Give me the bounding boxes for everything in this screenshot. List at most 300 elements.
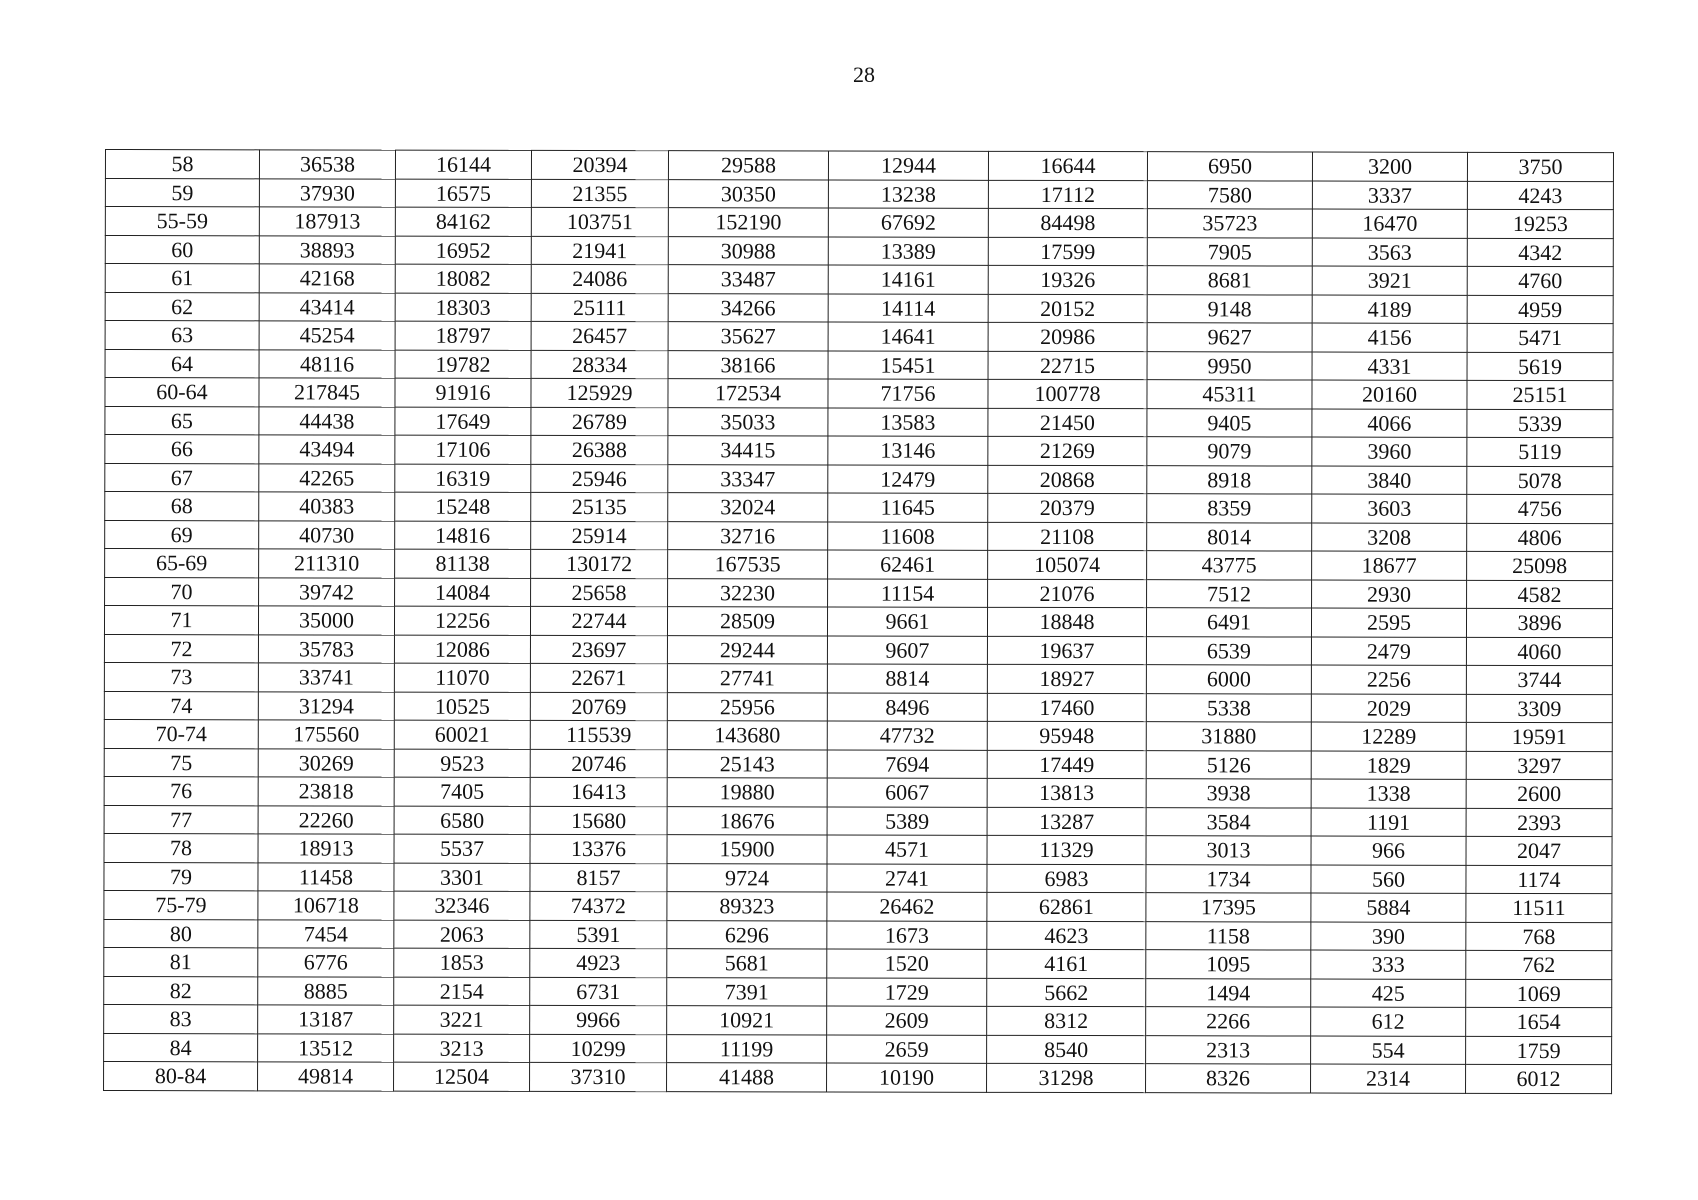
value-cell: 22715 [988,351,1147,380]
table-row [105,349,1613,381]
value-cell: 9950 [1147,351,1312,380]
value-cell: 1853 [394,948,530,977]
value-cell: 24086 [531,264,668,293]
table-row [104,634,1612,666]
table-row [105,178,1613,210]
value-cell: 23697 [530,635,667,664]
value-cell: 5078 [1467,466,1613,495]
value-cell: 8014 [1147,522,1312,551]
value-cell: 27741 [667,664,827,693]
value-cell: 60021 [394,720,530,749]
value-cell: 10525 [394,692,530,721]
value-cell: 39742 [259,577,395,606]
value-cell: 8885 [258,976,394,1005]
value-cell: 5662 [987,978,1146,1007]
value-cell: 103751 [531,207,668,236]
value-cell: 115539 [530,720,667,749]
value-cell: 4582 [1467,580,1613,609]
value-cell: 8312 [987,1006,1146,1035]
age-cell: 80 [104,919,258,948]
value-cell: 34266 [668,293,828,322]
value-cell: 41488 [667,1063,827,1092]
value-cell: 20152 [988,294,1147,323]
value-cell: 19782 [395,350,531,379]
value-cell: 45254 [259,321,395,350]
value-cell: 5126 [1146,750,1311,779]
value-cell: 74372 [530,891,667,920]
value-cell: 35033 [668,407,828,436]
value-cell: 10299 [530,1034,667,1063]
value-cell: 25658 [531,578,668,607]
value-cell: 2595 [1311,608,1466,637]
value-cell: 20379 [988,493,1147,522]
table-row [105,292,1613,324]
value-cell: 22260 [258,805,394,834]
value-cell: 37310 [530,1062,667,1091]
value-cell: 8540 [987,1035,1146,1064]
value-cell: 15451 [828,351,988,380]
value-cell: 25135 [531,492,668,521]
table-row [105,435,1613,467]
value-cell: 4156 [1312,323,1467,352]
table-row [105,406,1613,438]
value-cell: 9523 [394,749,530,778]
value-cell: 25956 [667,692,827,721]
value-cell: 35783 [258,634,394,663]
value-cell: 48116 [259,349,395,378]
value-cell: 13583 [828,408,988,437]
value-cell: 43414 [259,292,395,321]
value-cell: 4806 [1467,523,1613,552]
value-cell: 35723 [1147,209,1312,238]
value-cell: 4060 [1466,637,1612,666]
age-cell: 60 [105,235,259,264]
value-cell: 14816 [395,521,531,550]
value-cell: 6776 [258,948,394,977]
value-cell: 84498 [988,208,1147,237]
value-cell: 187913 [259,207,395,236]
value-cell: 13238 [828,180,988,209]
table-row [104,606,1612,638]
value-cell: 34415 [668,436,828,465]
value-cell: 13512 [258,1033,394,1062]
value-cell: 4760 [1467,266,1613,295]
age-cell: 76 [104,776,258,805]
age-cell: 79 [104,862,258,891]
value-cell: 38166 [668,350,828,379]
age-cell: 59 [105,178,259,207]
value-cell: 43494 [259,435,395,464]
value-cell: 71756 [828,379,988,408]
value-cell: 17460 [987,693,1146,722]
table-row [104,776,1612,808]
value-cell: 13813 [987,778,1146,807]
value-cell: 211310 [259,549,395,578]
table-row [105,577,1613,609]
age-cell: 61 [105,264,259,293]
value-cell: 23818 [258,777,394,806]
value-cell: 3301 [394,863,530,892]
value-cell: 13376 [530,834,667,863]
value-cell: 91916 [395,378,531,407]
value-cell: 9607 [827,636,987,665]
value-cell: 31880 [1146,722,1311,751]
value-cell: 2256 [1311,665,1466,694]
value-cell: 15248 [395,492,531,521]
value-cell: 2314 [1311,1064,1466,1093]
value-cell: 18848 [987,607,1146,636]
value-cell: 13187 [258,1005,394,1034]
age-cell: 55-59 [105,207,259,236]
value-cell: 9148 [1147,294,1312,323]
value-cell: 4342 [1467,238,1613,267]
value-cell: 1174 [1466,865,1612,894]
value-cell: 42168 [259,264,395,293]
value-cell: 1520 [827,949,987,978]
value-cell: 26789 [531,407,668,436]
value-cell: 2313 [1146,1035,1311,1064]
table-row [104,805,1612,837]
value-cell: 6580 [394,806,530,835]
value-cell: 3213 [394,1034,530,1063]
value-cell: 11070 [394,663,530,692]
value-cell: 33741 [258,663,394,692]
value-cell: 3603 [1312,494,1467,523]
value-cell: 9661 [827,607,987,636]
value-cell: 19880 [667,778,827,807]
table-row [105,321,1613,353]
value-cell: 10190 [827,1063,987,1092]
age-cell: 66 [105,435,259,464]
value-cell: 47732 [827,721,987,750]
value-cell: 22671 [530,663,667,692]
value-cell: 31294 [258,691,394,720]
value-cell: 14084 [395,578,531,607]
value-cell: 17449 [987,750,1146,779]
value-cell: 1654 [1466,1007,1612,1036]
value-cell: 4959 [1467,295,1613,324]
value-cell: 612 [1311,1007,1466,1036]
value-cell: 16470 [1312,209,1467,238]
value-cell: 11154 [828,579,988,608]
value-cell: 32024 [668,493,828,522]
value-cell: 9966 [530,1005,667,1034]
value-cell: 30269 [258,748,394,777]
value-cell: 13389 [828,237,988,266]
table-row [104,719,1612,751]
value-cell: 21108 [988,522,1147,551]
value-cell: 2154 [394,977,530,1006]
value-cell: 5119 [1467,437,1613,466]
value-cell: 2479 [1311,637,1466,666]
value-cell: 9724 [667,863,827,892]
value-cell: 1095 [1146,950,1311,979]
table-row [104,862,1612,894]
value-cell: 11199 [667,1034,827,1063]
value-cell: 7905 [1147,237,1312,266]
value-cell: 4331 [1312,352,1467,381]
value-cell: 42265 [259,463,395,492]
value-cell: 12086 [394,635,530,664]
value-cell: 9627 [1147,323,1312,352]
value-cell: 31298 [987,1063,1146,1092]
table-row [105,378,1613,410]
value-cell: 1191 [1311,808,1466,837]
value-cell: 1734 [1146,864,1311,893]
age-cell: 65-69 [105,549,259,578]
table-row [104,890,1612,922]
table-row [105,492,1613,524]
value-cell: 768 [1466,922,1612,951]
value-cell: 37930 [259,178,395,207]
value-cell: 10921 [667,1006,827,1035]
value-cell: 11645 [828,493,988,522]
value-cell: 3921 [1312,266,1467,295]
value-cell: 6000 [1146,665,1311,694]
value-cell: 33487 [668,265,828,294]
value-cell: 19591 [1466,722,1612,751]
value-cell: 33347 [668,464,828,493]
value-cell: 4756 [1467,494,1613,523]
value-cell: 8918 [1147,465,1312,494]
value-cell: 2047 [1466,836,1612,865]
value-cell: 8359 [1147,494,1312,523]
value-cell: 6950 [1147,152,1312,181]
value-cell: 45311 [1147,380,1312,409]
table-row [105,150,1613,182]
value-cell: 5681 [667,949,827,978]
value-cell: 12256 [394,606,530,635]
value-cell: 105074 [988,550,1147,579]
age-cell: 72 [104,634,258,663]
value-cell: 5391 [530,920,667,949]
value-cell: 5389 [827,807,987,836]
value-cell: 106718 [258,891,394,920]
value-cell: 175560 [258,720,394,749]
value-cell: 19637 [987,636,1146,665]
value-cell: 6491 [1146,608,1311,637]
value-cell: 17106 [395,435,531,464]
value-cell: 20746 [530,749,667,778]
value-cell: 19326 [988,265,1147,294]
value-cell: 6296 [667,920,827,949]
value-cell: 11329 [987,835,1146,864]
value-cell: 18677 [1312,551,1467,580]
value-cell: 16413 [530,777,667,806]
value-cell: 5339 [1467,409,1613,438]
value-cell: 14114 [828,294,988,323]
value-cell: 43775 [1147,551,1312,580]
value-cell: 5471 [1467,323,1613,352]
value-cell: 20160 [1312,380,1467,409]
value-cell: 3013 [1146,836,1311,865]
table-row [104,1033,1612,1065]
value-cell: 17649 [395,407,531,436]
value-cell: 425 [1311,979,1466,1008]
value-cell: 560 [1311,865,1466,894]
age-cell: 70-74 [104,719,258,748]
value-cell: 3744 [1466,665,1612,694]
value-cell: 32716 [668,521,828,550]
value-cell: 2930 [1312,580,1467,609]
value-cell: 390 [1311,922,1466,951]
value-cell: 21941 [531,236,668,265]
value-cell: 21269 [988,436,1147,465]
value-cell: 3297 [1466,751,1612,780]
value-cell: 9079 [1147,437,1312,466]
value-cell: 16952 [395,236,531,265]
value-cell: 143680 [667,721,827,750]
value-cell: 12289 [1311,722,1466,751]
value-cell: 4066 [1312,409,1467,438]
value-cell: 40383 [259,492,395,521]
value-cell: 152190 [668,208,828,237]
table-row [104,662,1612,694]
value-cell: 554 [1311,1036,1466,1065]
age-cell: 83 [104,1004,258,1033]
value-cell: 12944 [828,151,988,180]
value-cell: 36538 [259,150,395,179]
value-cell: 16644 [988,151,1147,180]
value-cell: 26462 [827,892,987,921]
value-cell: 8496 [827,693,987,722]
value-cell: 2393 [1466,808,1612,837]
value-cell: 1338 [1311,779,1466,808]
value-cell: 20986 [988,322,1147,351]
value-cell: 172534 [668,379,828,408]
value-cell: 12479 [828,465,988,494]
value-cell: 67692 [828,208,988,237]
value-cell: 3938 [1146,779,1311,808]
age-cell: 74 [104,691,258,720]
value-cell: 32230 [668,578,828,607]
value-cell: 20868 [988,465,1147,494]
value-cell: 81138 [395,549,531,578]
age-cell: 58 [105,150,259,179]
value-cell: 25143 [667,749,827,778]
value-cell: 4623 [987,921,1146,950]
value-cell: 7405 [394,777,530,806]
value-cell: 62461 [828,550,988,579]
table-row [105,207,1613,239]
table-row [104,947,1612,979]
value-cell: 15680 [530,806,667,835]
value-cell: 5338 [1146,693,1311,722]
value-cell: 16319 [395,464,531,493]
value-cell: 167535 [668,550,828,579]
value-cell: 8157 [530,863,667,892]
table-row [105,264,1613,296]
table-body [104,150,1614,1094]
value-cell: 7694 [827,750,987,779]
value-cell: 21450 [988,408,1147,437]
value-cell: 130172 [531,549,668,578]
value-cell: 26388 [531,435,668,464]
age-cell: 64 [105,349,259,378]
value-cell: 29244 [667,635,827,664]
value-cell: 12504 [394,1062,530,1091]
age-cell: 82 [104,976,258,1005]
table-row [104,1004,1612,1036]
table-row [104,1061,1612,1093]
value-cell: 762 [1466,950,1612,979]
value-cell: 7580 [1147,180,1312,209]
table-row [104,691,1612,723]
value-cell: 125929 [531,378,668,407]
value-cell: 14161 [828,265,988,294]
value-cell: 21355 [531,179,668,208]
value-cell: 3200 [1312,152,1467,181]
value-cell: 1494 [1146,978,1311,1007]
value-cell: 3840 [1312,466,1467,495]
value-cell: 22744 [530,606,667,635]
value-cell: 35627 [668,322,828,351]
value-cell: 4243 [1467,181,1613,210]
value-cell: 3584 [1146,807,1311,836]
value-cell: 4161 [987,949,1146,978]
value-cell: 2063 [394,920,530,949]
value-cell: 3208 [1312,523,1467,552]
age-cell: 75 [104,748,258,777]
value-cell: 17599 [988,237,1147,266]
age-cell: 77 [104,805,258,834]
value-cell: 100778 [988,379,1147,408]
value-cell: 17395 [1146,893,1311,922]
value-cell: 4923 [530,948,667,977]
age-cell: 60-64 [105,378,259,407]
value-cell: 2609 [827,1006,987,1035]
value-cell: 16575 [395,179,531,208]
value-cell: 38893 [259,235,395,264]
value-cell: 18082 [395,264,531,293]
age-cell: 69 [105,520,259,549]
value-cell: 6067 [827,778,987,807]
value-cell: 1069 [1466,979,1612,1008]
value-cell: 7391 [667,977,827,1006]
value-cell: 6731 [530,977,667,1006]
age-cell: 70 [105,577,259,606]
value-cell: 2741 [827,864,987,893]
value-cell: 9405 [1147,408,1312,437]
value-cell: 30350 [668,179,828,208]
value-cell: 17112 [988,180,1147,209]
value-cell: 14641 [828,322,988,351]
value-cell: 3960 [1312,437,1467,466]
age-cell: 75-79 [104,890,258,919]
value-cell: 333 [1311,950,1466,979]
value-cell: 217845 [259,378,395,407]
table-row [105,520,1613,552]
age-cell: 78 [104,833,258,862]
value-cell: 11511 [1466,893,1612,922]
value-cell: 18303 [395,293,531,322]
value-cell: 25111 [531,293,668,322]
table-row [105,549,1613,581]
value-cell: 3309 [1466,694,1612,723]
value-cell: 1759 [1466,1036,1612,1065]
value-cell: 35000 [258,606,394,635]
value-cell: 44438 [259,406,395,435]
value-cell: 6539 [1146,636,1311,665]
value-cell: 1729 [827,978,987,1007]
value-cell: 84162 [395,207,531,236]
age-cell: 67 [105,463,259,492]
value-cell: 966 [1311,836,1466,865]
value-cell: 2266 [1146,1007,1311,1036]
value-cell: 1158 [1146,921,1311,950]
value-cell: 6012 [1466,1064,1612,1093]
value-cell: 21076 [988,579,1147,608]
